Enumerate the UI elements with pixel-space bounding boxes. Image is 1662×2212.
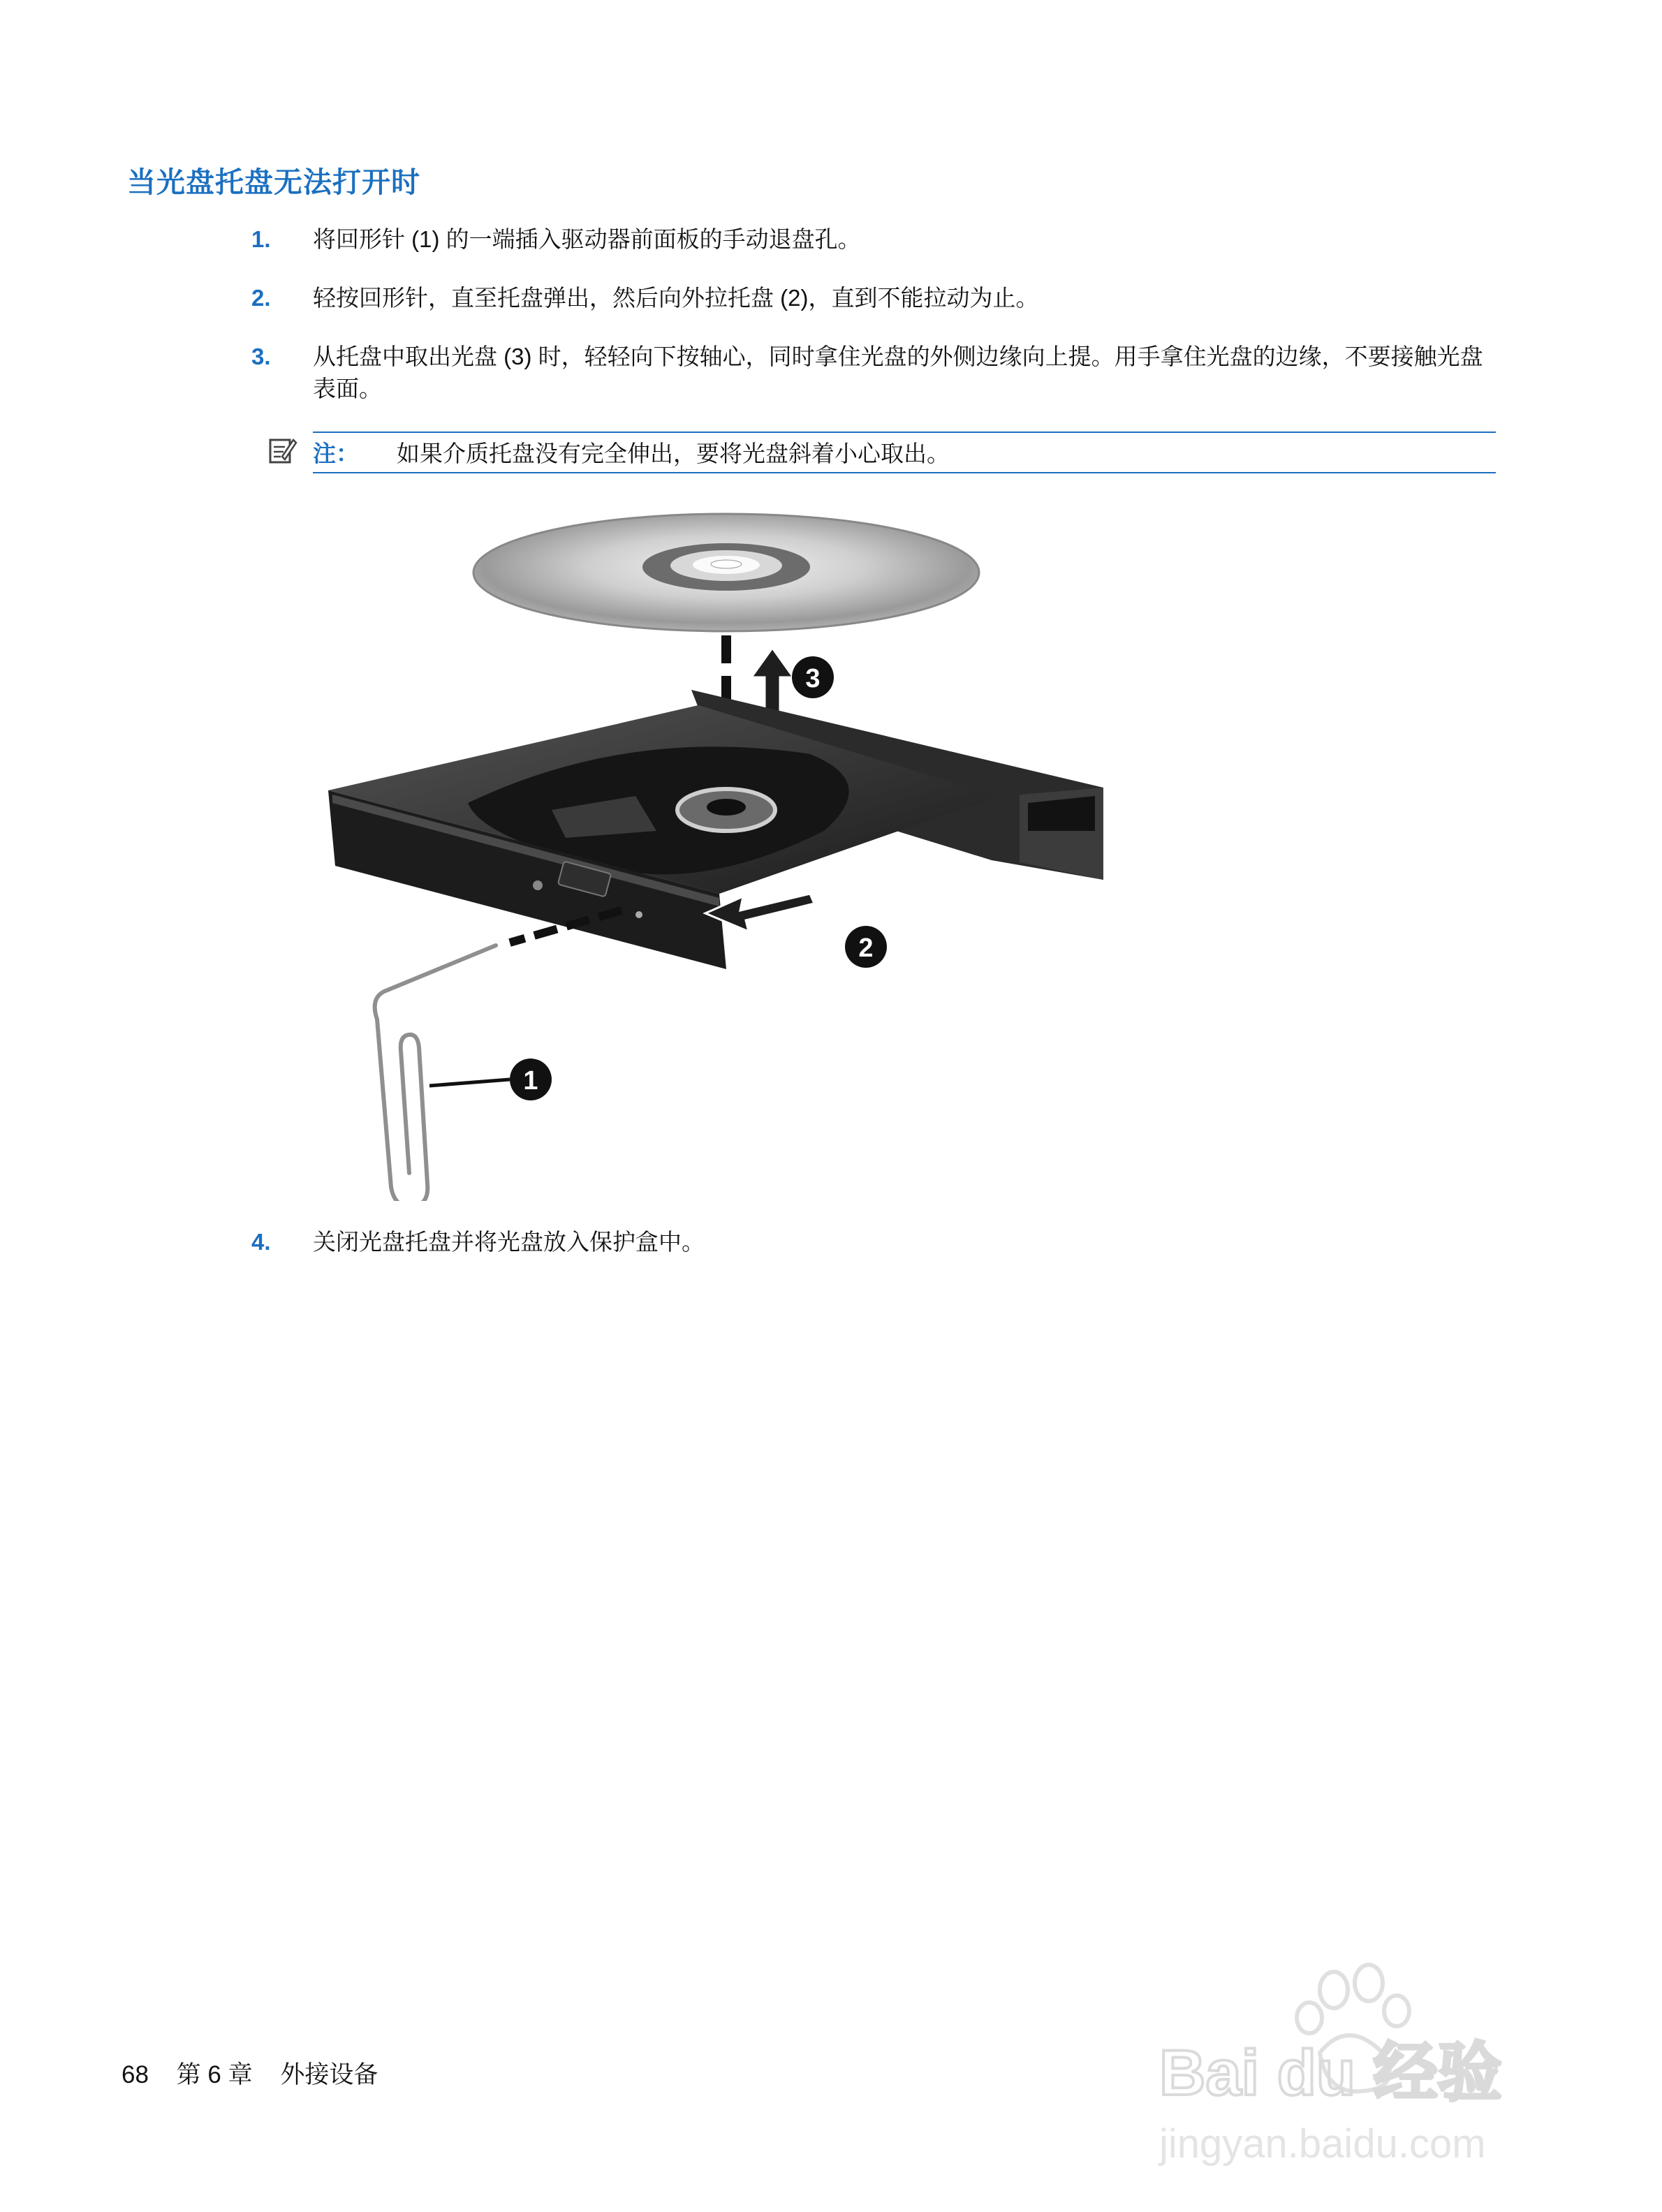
callout-3 — [792, 656, 834, 698]
list-item-step-2 — [251, 282, 1501, 314]
svg-text:Bai du 经验: Bai du 经验 — [1159, 2037, 1502, 2109]
section-heading: 当光盘托盘无法打开时 — [127, 166, 420, 198]
note-text: 如果介质托盘没有完全伸出，要将光盘斜着小心取出。 — [397, 441, 950, 466]
page-footer — [122, 2056, 399, 2091]
step-number: 4. — [251, 1229, 271, 1255]
list-item-step-4 — [251, 1226, 1501, 1258]
callout-2 — [845, 926, 887, 968]
note-box — [313, 432, 1496, 473]
svg-text:1: 1 — [523, 1066, 538, 1096]
paperclip-icon — [375, 910, 622, 1201]
list-item-step-3 — [251, 341, 1501, 405]
baidu-watermark-logo — [1152, 1948, 1543, 2178]
note-pencil-icon — [268, 436, 297, 465]
step-number: 2. — [251, 285, 271, 311]
note-label: 注： — [313, 441, 359, 466]
optical-drive-illustration — [307, 503, 1131, 1201]
page-number: 68 — [122, 2061, 149, 2088]
svg-text:2: 2 — [858, 934, 874, 963]
step-number: 1. — [251, 226, 271, 252]
step-text: 轻按回形针，直至托盘弹出，然后向外拉托盘 (2)，直到不能拉动为止。 — [313, 285, 1039, 311]
callout-1 — [510, 1059, 552, 1100]
svg-text:3: 3 — [805, 664, 821, 693]
step-text: 将回形针 (1) 的一端插入驱动器前面板的手动退盘孔。 — [313, 226, 861, 252]
svg-text:jingyan.baidu.com: jingyan.baidu.com — [1159, 2121, 1486, 2167]
list-item-step-1 — [251, 223, 1501, 256]
step-text: 从托盘中取出光盘 (3) 时，轻轻向下按轴心，同时拿住光盘的外侧边缘向上提。用手拿住光盘的边缘，不要接触光盘表面。 — [313, 344, 1483, 401]
chapter-label: 第 6 章 — [176, 2061, 253, 2088]
step-text: 关闭光盘托盘并将光盘放入保护盒中。 — [313, 1229, 705, 1255]
optical-disc — [473, 514, 979, 631]
step-number: 3. — [251, 344, 271, 369]
optical-drive — [328, 690, 1103, 969]
chapter-title: 外接设备 — [280, 2061, 378, 2088]
